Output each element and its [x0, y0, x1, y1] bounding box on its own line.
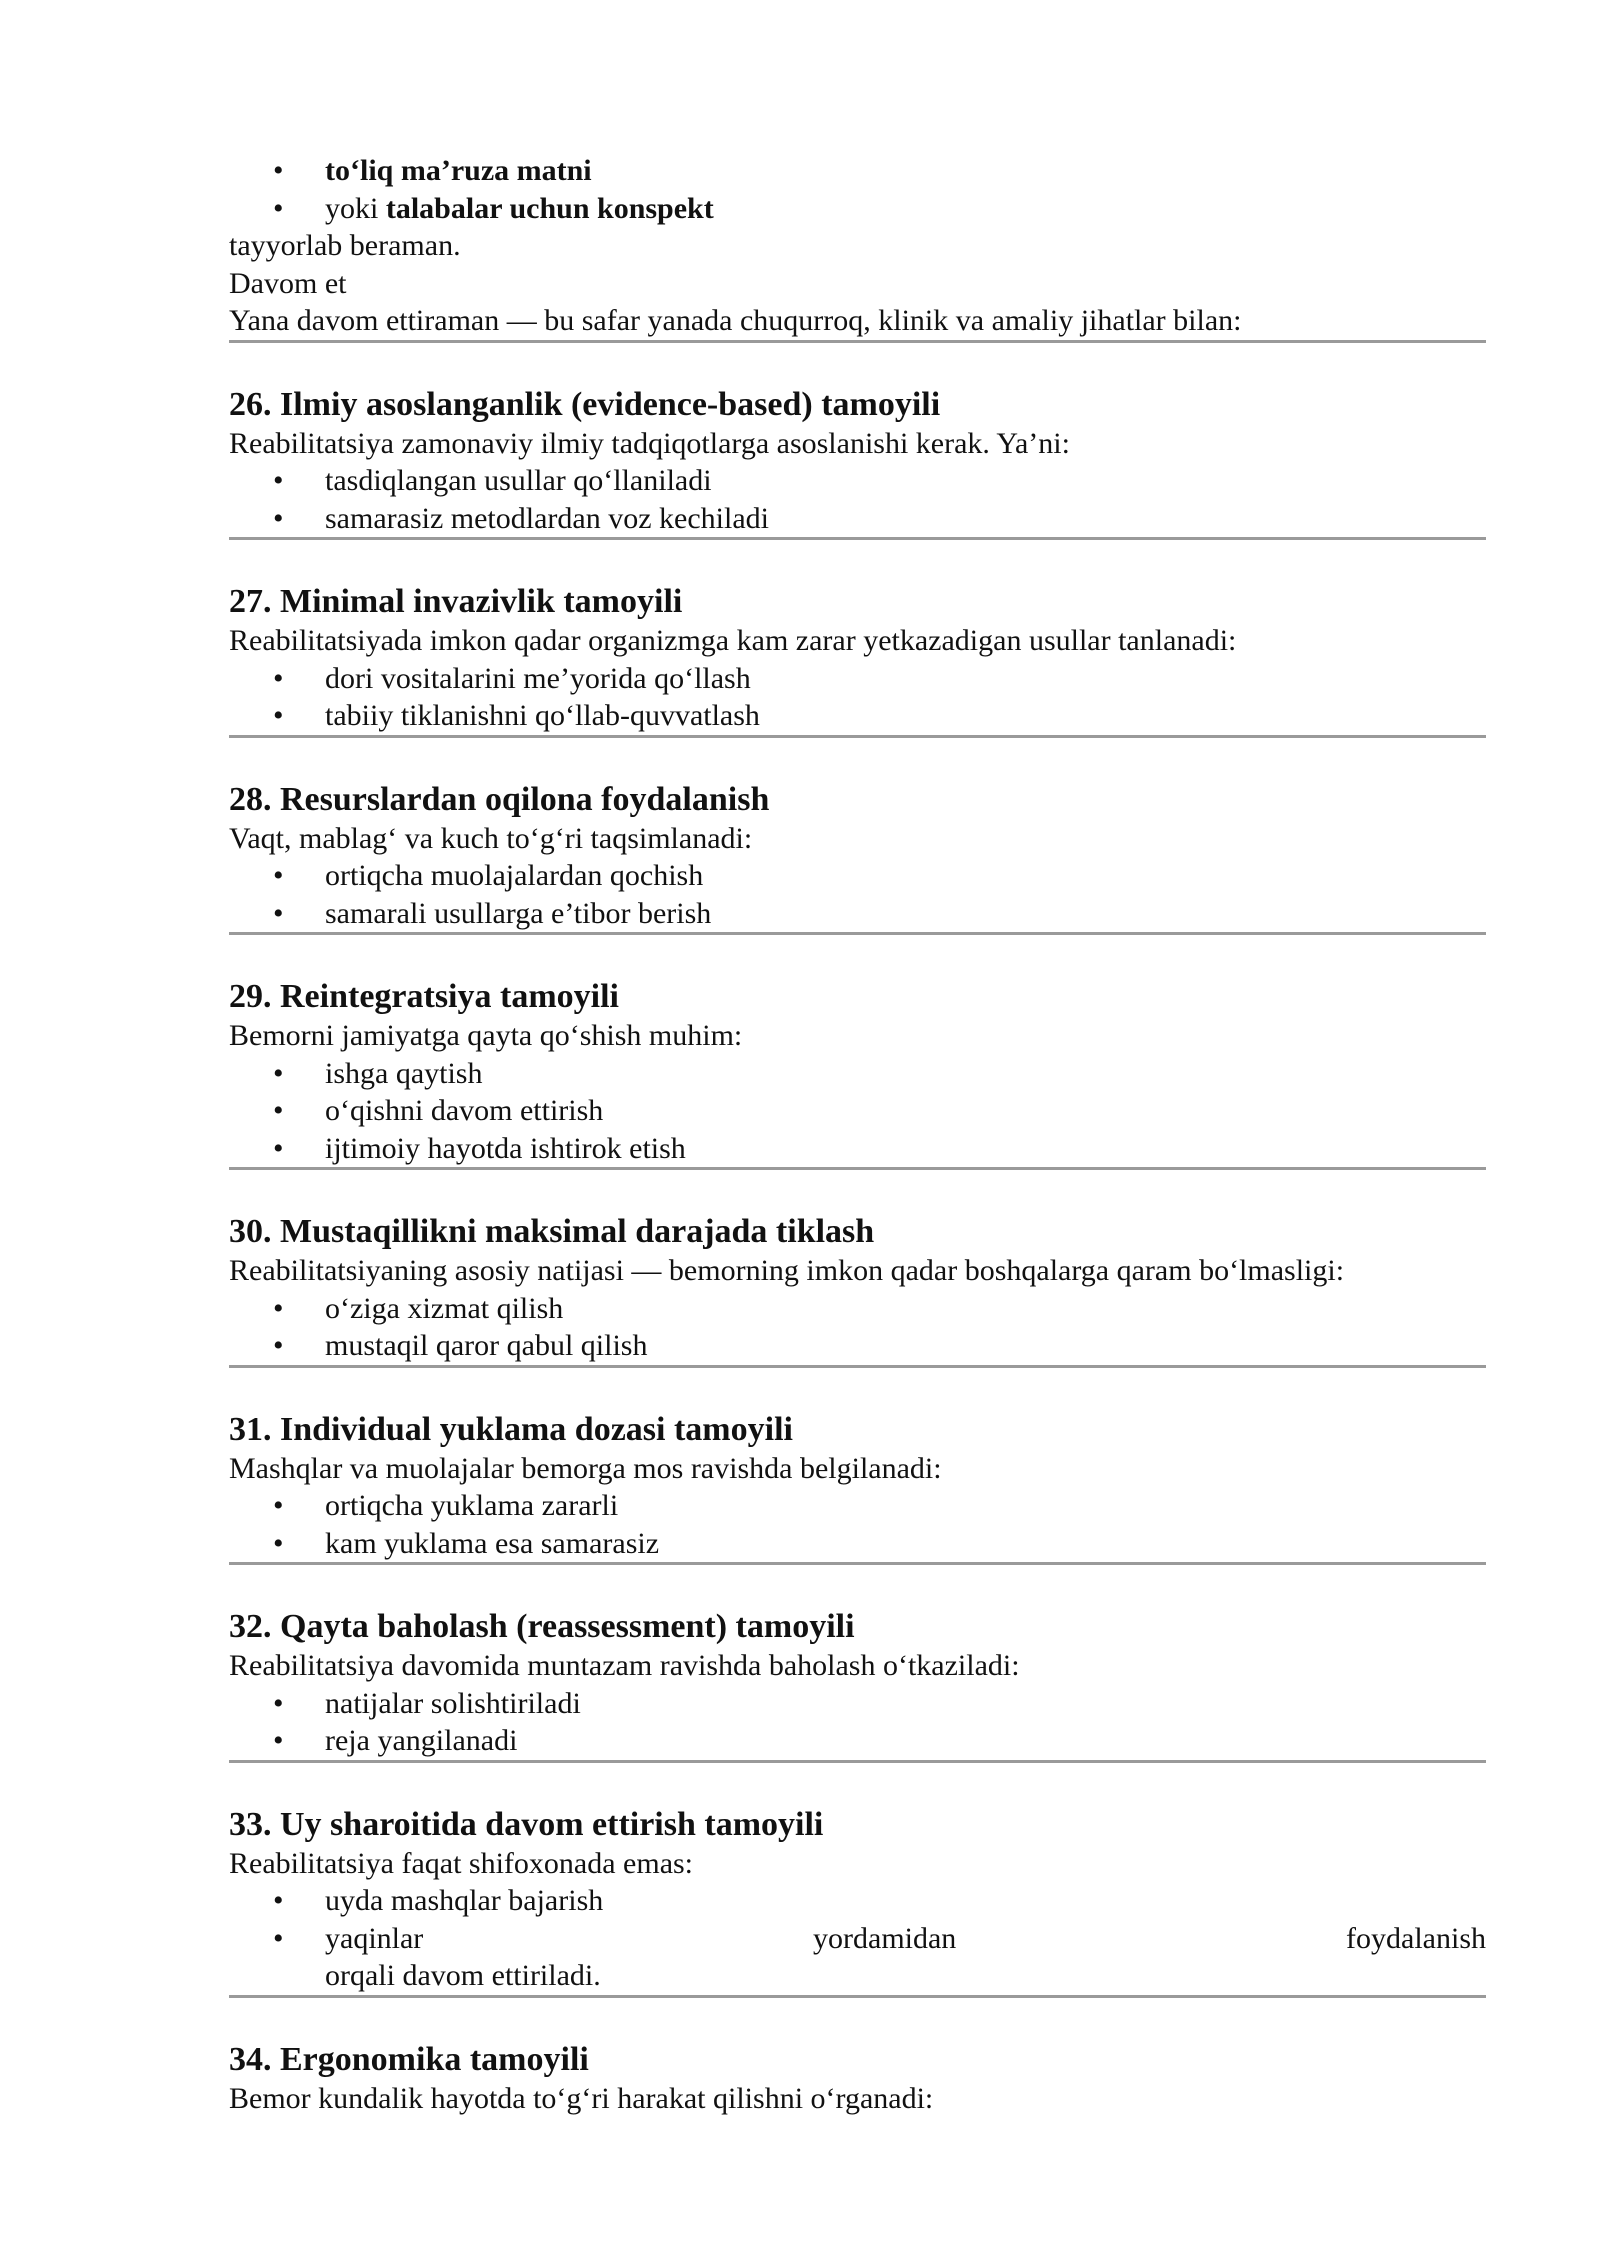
intro-list — [229, 152, 1486, 227]
section-lead: Reabilitatsiya davomida muntazam ravishda baholash o‘tkaziladi: — [229, 1649, 1020, 1682]
list-item: • samarali usullarga e’tibor berish — [325, 895, 1486, 933]
justified-word: • yaqinlar — [325, 1921, 424, 1955]
section-divider — [229, 537, 1486, 540]
section — [229, 1607, 1486, 1763]
list-item: • o‘ziga xizmat qilish — [325, 1290, 1486, 1328]
section-lead: Reabilitatsiya faqat shifoxonada emas: — [229, 1846, 694, 1880]
intro-line-3: Yana davom ettiraman — bu safar yanada chuqurroq, klinik va amaliy jihatlar bilan: — [229, 304, 1242, 337]
section-lead: Vaqt, mablag‘ va kuch to‘g‘ri taqsimlanadi: — [229, 821, 753, 855]
section-lead: Reabilitatsiyaning asosiy natijasi — bemorning imkon qadar boshqalarga qaram bo‘lmasligi: — [229, 1254, 1345, 1287]
section-heading: 27. Minimal invazivlik tamoyili — [229, 583, 683, 620]
section — [229, 1805, 1486, 1998]
list-item: • natijalar solishtiriladi — [325, 1685, 1486, 1723]
section-heading: 29. Reintegratsiya tamoyili — [229, 978, 619, 1015]
section-lead: Mashqlar va muolajalar bemorga mos ravishda belgilanadi: — [229, 1451, 942, 1485]
section — [229, 582, 1486, 738]
bullet-list — [229, 1487, 1486, 1562]
sections-container — [229, 385, 1486, 2118]
section-divider — [229, 1995, 1486, 1998]
list-item: • tasdiqlangan usullar qo‘llaniladi — [325, 462, 1486, 500]
bullet-list — [229, 660, 1486, 735]
section — [229, 385, 1486, 541]
section-divider — [229, 340, 1486, 343]
list-item: • dori vositalarini me’yorida qo‘llash — [325, 660, 1486, 698]
section-divider — [229, 1365, 1486, 1368]
section — [229, 1212, 1486, 1368]
section-lead: Reabilitatsiya zamonaviy ilmiy tadqiqotlarga asoslanishi kerak. Ya’ni: — [229, 426, 1070, 460]
section-heading: 31. Individual yuklama dozasi tamoyili — [229, 1410, 793, 1448]
bullet-list — [229, 1055, 1486, 1168]
bullet-list — [229, 1685, 1486, 1760]
list-item: • ijtimoiy hayotda ishtirok etish — [325, 1130, 1486, 1168]
bullet-list — [229, 857, 1486, 932]
justified-word: foydalanish — [1346, 1921, 1486, 1955]
section — [229, 1410, 1486, 1566]
bullet-list — [229, 462, 1486, 537]
list-item: • ortiqcha muolajalardan qochish — [325, 857, 1486, 895]
section — [229, 780, 1486, 936]
justified-line — [325, 1920, 1486, 1958]
intro-line-1: tayyorlab beraman. — [229, 229, 461, 262]
list-item: • samarasiz metodlardan voz kechiladi — [325, 500, 1486, 538]
list-item: • yoki talabalar uchun konspekt — [325, 190, 1486, 228]
section-heading: 28. Resurslardan oqilona foydalanish — [229, 780, 770, 818]
list-item: • uyda mashqlar bajarish — [325, 1882, 1486, 1920]
list-item: • ortiqcha yuklama zararli — [325, 1487, 1486, 1525]
bullet-list — [229, 1290, 1486, 1365]
intro-line-2: Davom et — [229, 266, 347, 300]
list-item: • mustaqil qaror qabul qilish — [325, 1327, 1486, 1365]
section-divider — [229, 1562, 1486, 1565]
section-heading: 32. Qayta baholash (reassessment) tamoyili — [229, 1608, 855, 1645]
section-lead: Bemor kundalik hayotda to‘g‘ri harakat qilishni o‘rganadi: — [229, 2081, 934, 2115]
section — [229, 977, 1486, 1170]
section-lead: Bemorni jamiyatga qayta qo‘shish muhim: — [229, 1019, 743, 1052]
list-item: • to‘liq ma’ruza matni — [325, 152, 1486, 190]
section-heading: 26. Ilmiy asoslanganlik (evidence-based) tamoyili — [229, 385, 941, 423]
justified-word: yordamidan — [813, 1921, 957, 1955]
section-divider — [229, 735, 1486, 738]
list-item — [325, 1920, 1486, 1995]
section-lead: Reabilitatsiyada imkon qadar organizmga kam zarar yetkazadigan usullar tanlanadi: — [229, 624, 1237, 657]
list-item-continuation: orqali davom ettiriladi. — [325, 1959, 601, 1992]
section-heading: 30. Mustaqillikni maksimal darajada tiklash — [229, 1213, 875, 1250]
section — [229, 2040, 1486, 2118]
section-heading: 34. Ergonomika tamoyili — [229, 2040, 589, 2078]
section-divider — [229, 1760, 1486, 1763]
list-item: • ishga qaytish — [325, 1055, 1486, 1093]
section-divider — [229, 932, 1486, 935]
section-divider — [229, 1167, 1486, 1170]
section-heading: 33. Uy sharoitida davom ettirish tamoyili — [229, 1805, 824, 1843]
list-item: • o‘qishni davom ettirish — [325, 1092, 1486, 1130]
list-item: • reja yangilanadi — [325, 1722, 1486, 1760]
list-item: • tabiiy tiklanishni qo‘llab-quvvatlash — [325, 697, 1486, 735]
bullet-list — [229, 1882, 1486, 1995]
document-page — [229, 152, 1486, 2117]
list-item: • kam yuklama esa samarasiz — [325, 1525, 1486, 1563]
